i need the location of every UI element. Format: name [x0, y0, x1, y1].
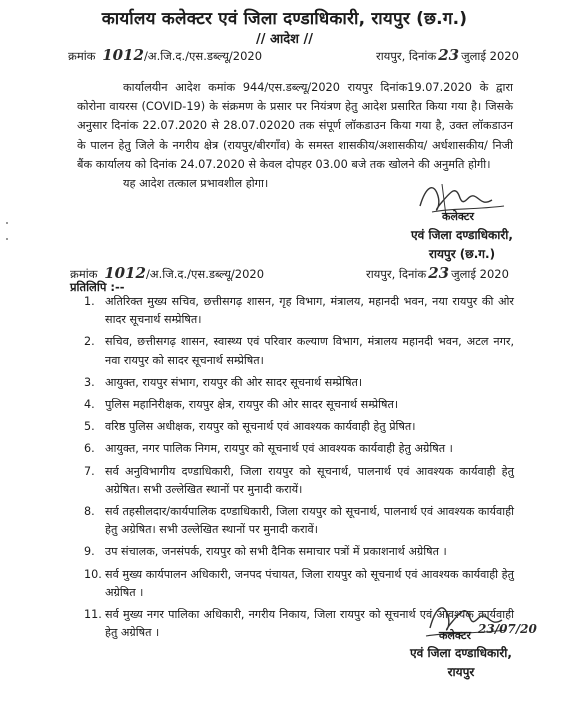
- order-number-line: [68, 46, 262, 64]
- scan-speck: [6, 238, 8, 240]
- copy-number-prefix: क्रमांक: [70, 267, 98, 281]
- office-title: कार्यालय कलेक्टर एवं जिला दण्डाधिकारी, रायपुर (छ.ग.): [101, 9, 468, 29]
- list-item: 6. आयुक्त, नगर पालिक निगम, रायपुर को सूचनार्थ एवं आवश्यक कार्यवाही हेतु अग्रेषित ।: [84, 442, 453, 456]
- copy-date-line: [366, 264, 509, 282]
- signature1-designation: कलेक्टर: [442, 210, 474, 223]
- order-date-line: [376, 46, 519, 64]
- list-item: 10. सर्व मुख्य कार्यपालन अधिकारी, जनपद पंचायत, जिला रायपुर को सूचनार्थ एवं आवश्यक कार्यवाही हेतु अग्रेषित ।: [84, 567, 514, 599]
- copy-ref-text: /अ.जि.द./एस.डब्ल्यू/2020: [145, 267, 265, 281]
- copy-date-prefix: रायपुर, दिनांक: [366, 267, 427, 281]
- list-item: 5. वरिष्ठ पुलिस अधीक्षक, रायपुर को सूचनार्थ एवं आवश्यक कार्यवाही हेतु प्रेषित।: [84, 420, 416, 434]
- order-number-prefix: क्रमांक: [68, 49, 96, 63]
- order-date-day-handwritten: 23: [438, 46, 460, 64]
- copy-date-rest: जुलाई 2020: [451, 267, 509, 281]
- order-closing-line: यह आदेश तत्काल प्रभावशील होगा।: [123, 177, 269, 191]
- signature1-line2: रायपुर (छ.ग.): [428, 247, 496, 261]
- signature2-date-handwritten: 23/07/20: [478, 622, 537, 636]
- scan-speck: [6, 222, 8, 224]
- list-item: 1. अतिरिक्त मुख्य सचिव, छत्तीसगढ़ शासन, गृह विभाग, मंत्रालय, महानदी भवन, नया रायपुर की ओर सादर सूचनार्थ सम्प्रेषित।: [84, 295, 514, 327]
- list-item: 7. सर्व अनुविभागीय दण्डाधिकारी, जिला रायपुर को सूचनार्थ, पालनार्थ एवं आवश्यक कार्यवाही हेतु अग्रेषित। सभी उल्लेखित स्थानों पर मुनादी करायें।: [84, 464, 514, 496]
- signature1-line1: एवं जिला दण्डाधिकारी,: [411, 228, 513, 242]
- order-date-rest: जुलाई 2020: [461, 49, 519, 63]
- list-item: 4. पुलिस महानिरीक्षक, रायपुर क्षेत्र, रायपुर की ओर सादर सूचनार्थ सम्प्रेषित।: [84, 398, 399, 412]
- list-item: 8. सर्व तहसीलदार/कार्यपालिक दण्डाधिकारी, जिला रायपुर को सूचनार्थ, पालनार्थ एवं आवश्यक कार्यवाही हेतु अग्रेषित। सभी उल्लेखित स्थानों पर मुनादी करावें।: [84, 505, 514, 537]
- signature2-designation: कलेक्टर: [439, 629, 471, 642]
- signature2-line2: रायपुर: [447, 665, 475, 679]
- copy-number-handwritten: 1012: [104, 264, 146, 282]
- copy-to-label: प्रतिलिपि :--: [70, 280, 125, 294]
- order-ref-text: /अ.जि.द./एस.डब्ल्यू/2020: [143, 49, 263, 63]
- signature2-line1: एवं जिला दण्डाधिकारी,: [410, 646, 512, 660]
- list-item: 9. उप संचालक, जनसंपर्क, रायपुर को सभी दैनिक समाचार पत्रों में प्रकाशनार्थ अग्रेषित ।: [84, 545, 447, 559]
- order-heading: // आदेश //: [255, 32, 314, 47]
- list-item: 2. सचिव, छत्तीसगढ़ शासन, स्वास्थ्य एवं परिवार कल्याण विभाग, मंत्रालय महानदी भवन, अटल नगर, नवा रायपुर को सादर सूचनार्थ सम्प्रेषित।: [84, 335, 514, 367]
- order-number-handwritten: 1012: [102, 46, 144, 64]
- order-paragraph: कार्यालयीन आदेश कमांक 944/एस.डब्ल्यू/2020 रायपुर दिनांक19.07.2020 के द्वारा कोरोना वायरस (COVID-19) के संक्रमण के प्रसार पर नियंत्रण हेतु आदेश प्रसारित किया गया है। जिसके अनुसार दिनांक 22.07.2020 से 28.07.02020 तक संपूर्ण लॉकडाउन किया गया है, उक्त लॉकडाउन के पालन हेतु जिले के नगरीय क्षेत्र (रायपुर/बीरगाँव) के समस्त शासकीय/अशासकीय/ अर्धशासकीय/ निजी बैंक कार्यालय को दिनांक 24.07.2020 से केवल दोपहर 03.00 बजे तक खोलने की अनुमति होगी।: [77, 81, 513, 171]
- list-item: 11. सर्व मुख्य नगर पालिका अधिकारी, नगरीय निकाय, जिला रायपुर को सूचनार्थ एवं आवश्यक कार्यवाही हेतु अग्रेषित ।: [84, 608, 514, 640]
- recipient-list: [84, 293, 514, 646]
- order-date-prefix: रायपुर, दिनांक: [376, 49, 437, 63]
- copy-date-day-handwritten: 23: [428, 264, 450, 282]
- list-item: 3. आयुक्त, रायपुर संभाग, रायपुर की ओर सादर सूचनार्थ सम्प्रेषित।: [84, 375, 363, 389]
